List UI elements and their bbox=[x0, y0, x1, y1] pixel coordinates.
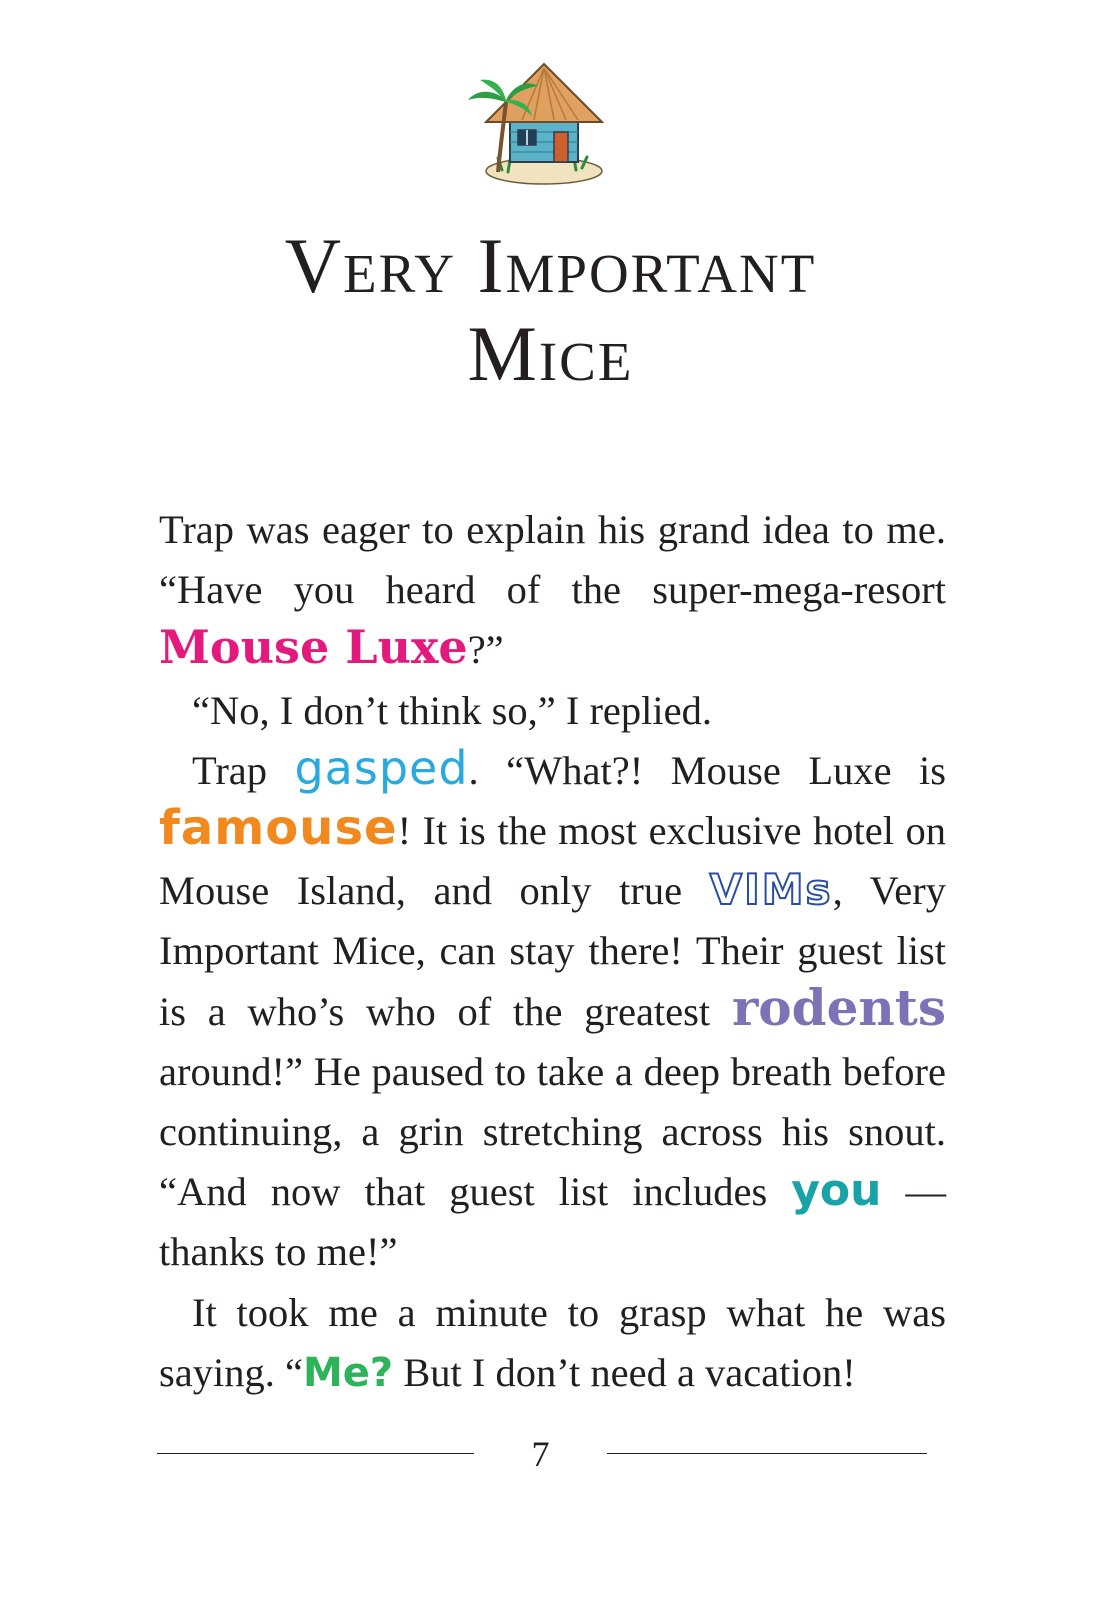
paragraph-1 bbox=[159, 500, 946, 681]
text-run: Trap bbox=[192, 747, 295, 793]
text-run: But I don’t need a vacation! bbox=[393, 1349, 856, 1395]
chapter-title-line-1: Very Important bbox=[284, 222, 817, 309]
page-number: 7 bbox=[531, 1434, 550, 1474]
styled-word-mouse-luxe: Mouse Luxe bbox=[159, 620, 468, 675]
text-run: — thanks to me!” bbox=[159, 1169, 946, 1275]
chapter-body bbox=[159, 500, 946, 1403]
text-run: around!” He paused to take a deep breath before continuing, a grin stretching across his snout. “And now that guest list includes bbox=[159, 1048, 946, 1215]
beach-hut-icon bbox=[462, 60, 612, 190]
text-run: It took me a minute to grasp what he was saying. “ bbox=[159, 1289, 946, 1395]
footer-rule-left bbox=[157, 1453, 474, 1454]
text-run: . “What?! Mouse Luxe is bbox=[468, 747, 946, 793]
footer-rule-right bbox=[607, 1453, 927, 1454]
text-run: , Very Important Mice, can stay there! Their guest list is a who’s who of the greatest bbox=[159, 868, 946, 1034]
styled-word-famouse: famouse bbox=[159, 800, 398, 857]
text-run: Trap was eager to explain his grand idea to me. “Have you heard of the super-mega-resort bbox=[159, 507, 946, 613]
styled-word-gasped: gasped bbox=[294, 740, 469, 795]
paragraph-4 bbox=[159, 1283, 946, 1403]
text-run: “No, I don’t think so,” I replied. bbox=[192, 687, 713, 733]
page-footer bbox=[157, 1430, 927, 1480]
styled-word-you: you bbox=[791, 1165, 882, 1217]
paragraph-3 bbox=[159, 741, 946, 1283]
text-run: ! It is the most exclusive hotel on Mouse Island, and only true bbox=[159, 808, 946, 914]
chapter-title-line-2: Mice bbox=[467, 310, 634, 397]
chapter-title bbox=[0, 222, 1101, 398]
styled-word-vims: VIMs bbox=[709, 865, 833, 915]
paragraph-2 bbox=[159, 681, 946, 741]
text-run: ?” bbox=[467, 627, 504, 673]
styled-word-rodents: rodents bbox=[731, 977, 946, 1037]
styled-word-me: Me? bbox=[302, 1349, 394, 1396]
